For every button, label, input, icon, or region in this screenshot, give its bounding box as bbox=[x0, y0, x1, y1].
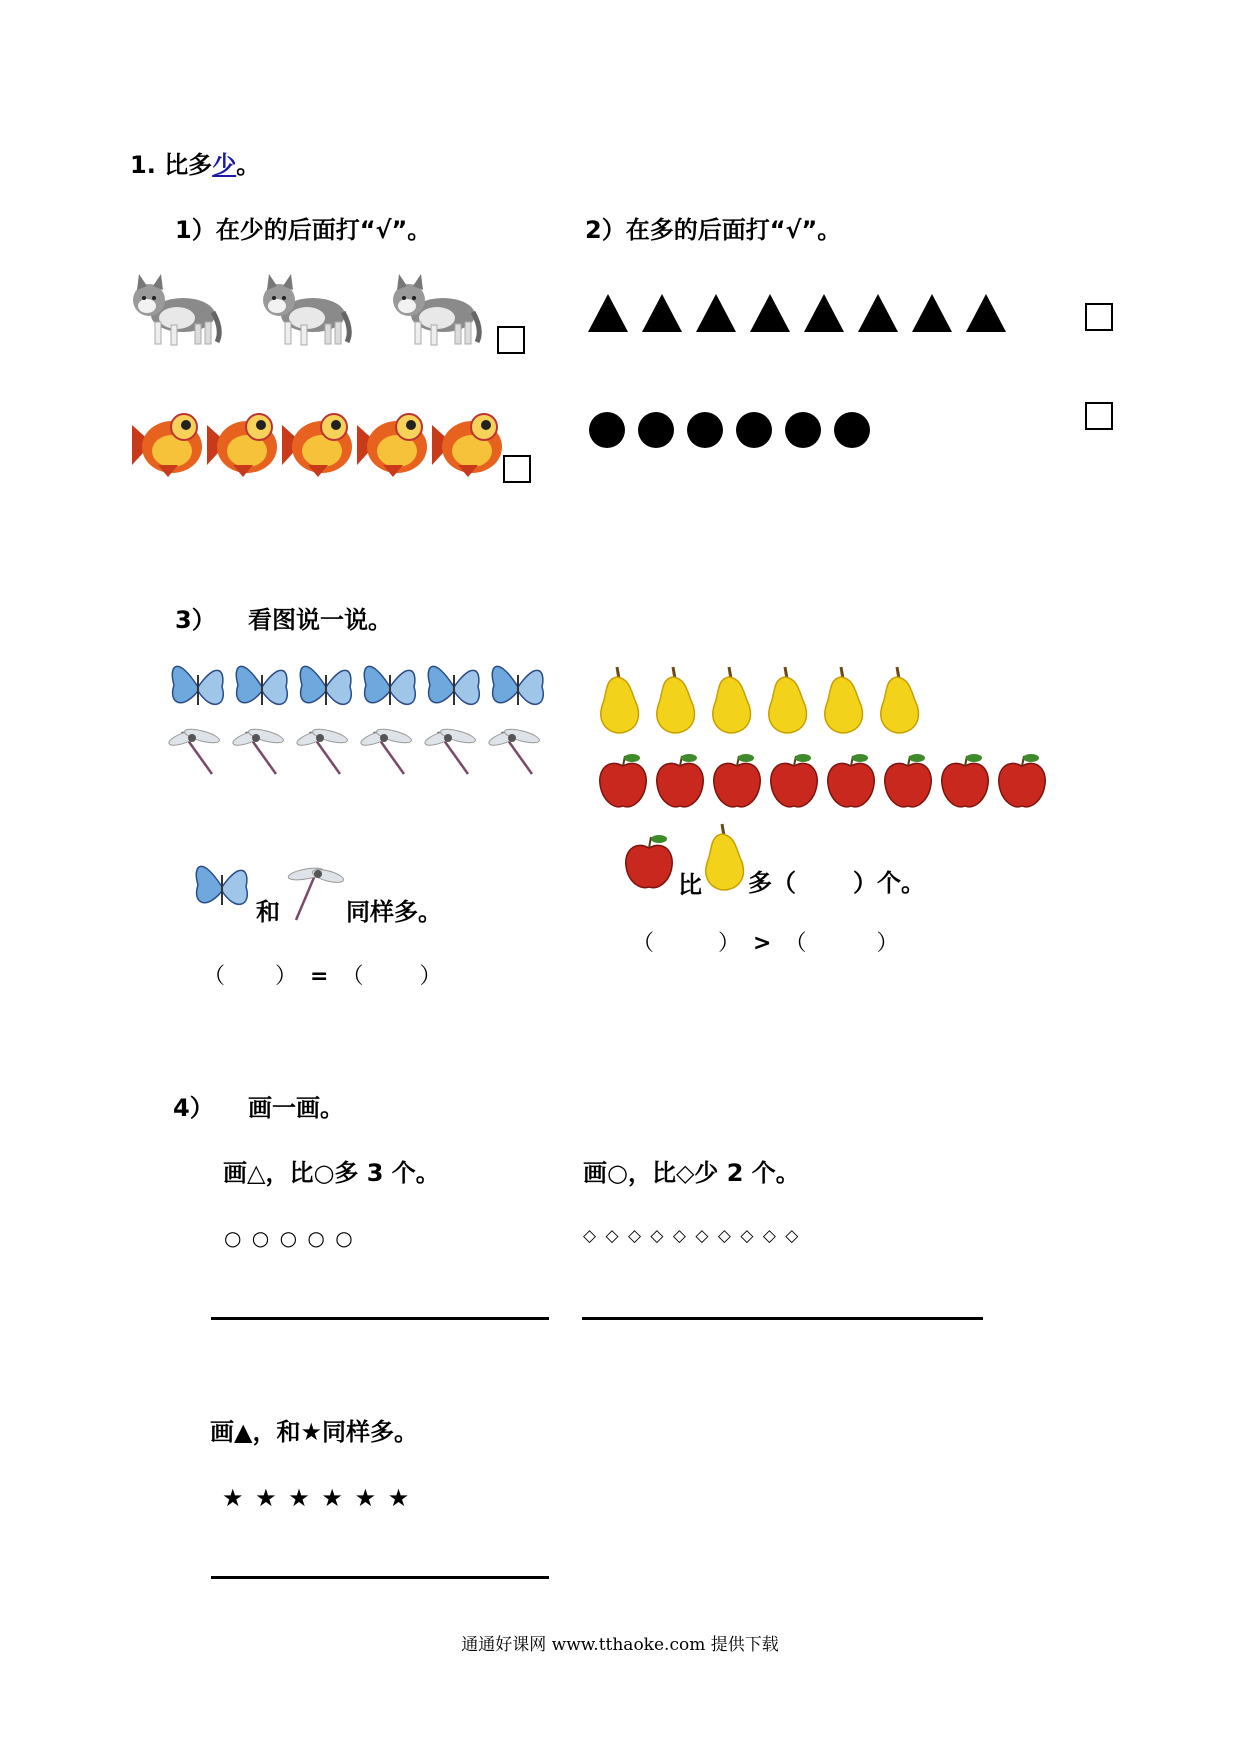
fish-icon bbox=[128, 405, 208, 480]
diamond-sequence: ◇ ◇ ◇ ◇ ◇ ◇ ◇ ◇ ◇ ◇ bbox=[583, 1226, 801, 1246]
pear-icon bbox=[881, 667, 919, 733]
butterfly-icon bbox=[172, 666, 223, 705]
apple-icon bbox=[600, 754, 647, 807]
triangle-shape bbox=[858, 294, 898, 332]
footer-text: 通通好课网 www.tthaoke.com 提供下载 bbox=[461, 1635, 779, 1655]
pear-icon bbox=[601, 667, 639, 733]
dragonfly-icon bbox=[231, 727, 284, 774]
equation-right bbox=[632, 930, 899, 958]
part3-title: 看图说一说。 bbox=[248, 606, 392, 634]
paren-close: ） bbox=[419, 964, 442, 989]
apple-icon bbox=[999, 754, 1046, 807]
circle-shape bbox=[638, 412, 674, 448]
dragonfly-icon bbox=[423, 727, 476, 774]
pear-icon bbox=[657, 667, 695, 733]
drawing-line-a[interactable] bbox=[211, 1317, 549, 1320]
fish-icon bbox=[203, 405, 283, 480]
fish-icon bbox=[428, 405, 508, 480]
dragonfly-icon bbox=[487, 727, 540, 774]
pear-icon bbox=[713, 667, 751, 733]
answer-checkbox-circles[interactable] bbox=[1085, 402, 1113, 430]
equals-sign: = bbox=[310, 964, 329, 989]
apple-row bbox=[598, 752, 1058, 810]
triangle-shape bbox=[804, 294, 844, 332]
part3-number: 3） bbox=[175, 606, 216, 634]
star-sequence: ★ ★ ★ ★ ★ ★ bbox=[222, 1484, 412, 1512]
dragonfly-icon bbox=[359, 727, 412, 774]
cat-icon bbox=[385, 270, 485, 350]
answer-checkbox-cats[interactable] bbox=[497, 326, 525, 354]
apple-icon bbox=[657, 754, 704, 807]
cat-icon bbox=[255, 270, 355, 350]
apple-icon bbox=[942, 754, 989, 807]
apple-icon bbox=[771, 754, 818, 807]
circle-shape bbox=[589, 412, 625, 448]
paren-open: （ bbox=[203, 964, 226, 989]
triangle-shape bbox=[912, 294, 952, 332]
pear-icon bbox=[700, 822, 748, 892]
apple-icon bbox=[828, 754, 875, 807]
drawing-line-b[interactable] bbox=[582, 1317, 983, 1320]
count-text: ）个。 bbox=[853, 869, 925, 897]
circle-shape bbox=[785, 412, 821, 448]
same-amount-text: 同样多。 bbox=[346, 898, 442, 926]
triangle-row bbox=[588, 292, 1008, 334]
section-title bbox=[130, 150, 260, 180]
equation-left bbox=[203, 963, 442, 991]
butterfly-icon bbox=[236, 666, 287, 705]
paren-open: （ bbox=[784, 931, 807, 956]
task-a-text: 画△，比○多 3 个。 bbox=[223, 1159, 440, 1187]
part2-label: 2）在多的后面打“√”。 bbox=[585, 216, 842, 244]
answer-checkbox-fish[interactable] bbox=[503, 455, 531, 483]
task-c-text: 画▲，和★同样多。 bbox=[210, 1418, 418, 1446]
pear-icon bbox=[825, 667, 863, 733]
and-text: 和 bbox=[256, 898, 280, 926]
circle-sequence: ○ ○ ○ ○ ○ bbox=[224, 1226, 355, 1250]
section-title-suffix: 。 bbox=[236, 151, 261, 179]
triangle-shape bbox=[696, 294, 736, 332]
circle-row bbox=[588, 410, 878, 450]
part4-title: 画一画。 bbox=[248, 1094, 344, 1122]
task-b-text: 画○，比◇少 2 个。 bbox=[583, 1159, 800, 1187]
dragonfly-row bbox=[168, 722, 558, 780]
section-title-link[interactable]: 少 bbox=[212, 151, 237, 179]
dragonfly-icon bbox=[282, 860, 344, 924]
circle-shape bbox=[687, 412, 723, 448]
pear-icon bbox=[769, 667, 807, 733]
fish-icon bbox=[278, 405, 358, 480]
greater-than-sign: > bbox=[753, 931, 772, 956]
part1-label: 1）在少的后面打“√”。 bbox=[175, 216, 432, 244]
more-text: 多（ bbox=[748, 869, 796, 897]
apple-icon bbox=[622, 832, 678, 890]
section-title-prefix: 比多 bbox=[164, 151, 213, 179]
paren-close: ） bbox=[275, 964, 298, 989]
triangle-shape bbox=[750, 294, 790, 332]
answer-blank[interactable] bbox=[800, 870, 852, 898]
drawing-line-c[interactable] bbox=[211, 1576, 549, 1579]
butterfly-icon bbox=[492, 666, 543, 705]
paren-open: （ bbox=[632, 931, 655, 956]
compare-bi-text: 比 bbox=[678, 871, 702, 899]
butterfly-icon bbox=[300, 666, 351, 705]
triangle-shape bbox=[588, 294, 628, 332]
paren-close: ） bbox=[876, 931, 899, 956]
apple-icon bbox=[885, 754, 932, 807]
section-number: 1. bbox=[130, 151, 156, 179]
pear-row bbox=[595, 665, 935, 735]
triangle-shape bbox=[966, 294, 1006, 332]
dragonfly-icon bbox=[295, 727, 348, 774]
cat-icon bbox=[125, 270, 225, 350]
apple-icon bbox=[714, 754, 761, 807]
answer-checkbox-triangles[interactable] bbox=[1085, 303, 1113, 331]
fish-icon bbox=[353, 405, 433, 480]
circle-shape bbox=[834, 412, 870, 448]
butterfly-icon bbox=[192, 855, 254, 917]
circle-shape bbox=[736, 412, 772, 448]
butterfly-icon bbox=[364, 666, 415, 705]
dragonfly-icon bbox=[168, 727, 221, 774]
triangle-shape bbox=[642, 294, 682, 332]
paren-open: （ bbox=[341, 964, 364, 989]
butterfly-row bbox=[168, 655, 558, 717]
paren-close: ） bbox=[718, 931, 741, 956]
butterfly-icon bbox=[428, 666, 479, 705]
part4-number: 4） bbox=[173, 1094, 214, 1122]
